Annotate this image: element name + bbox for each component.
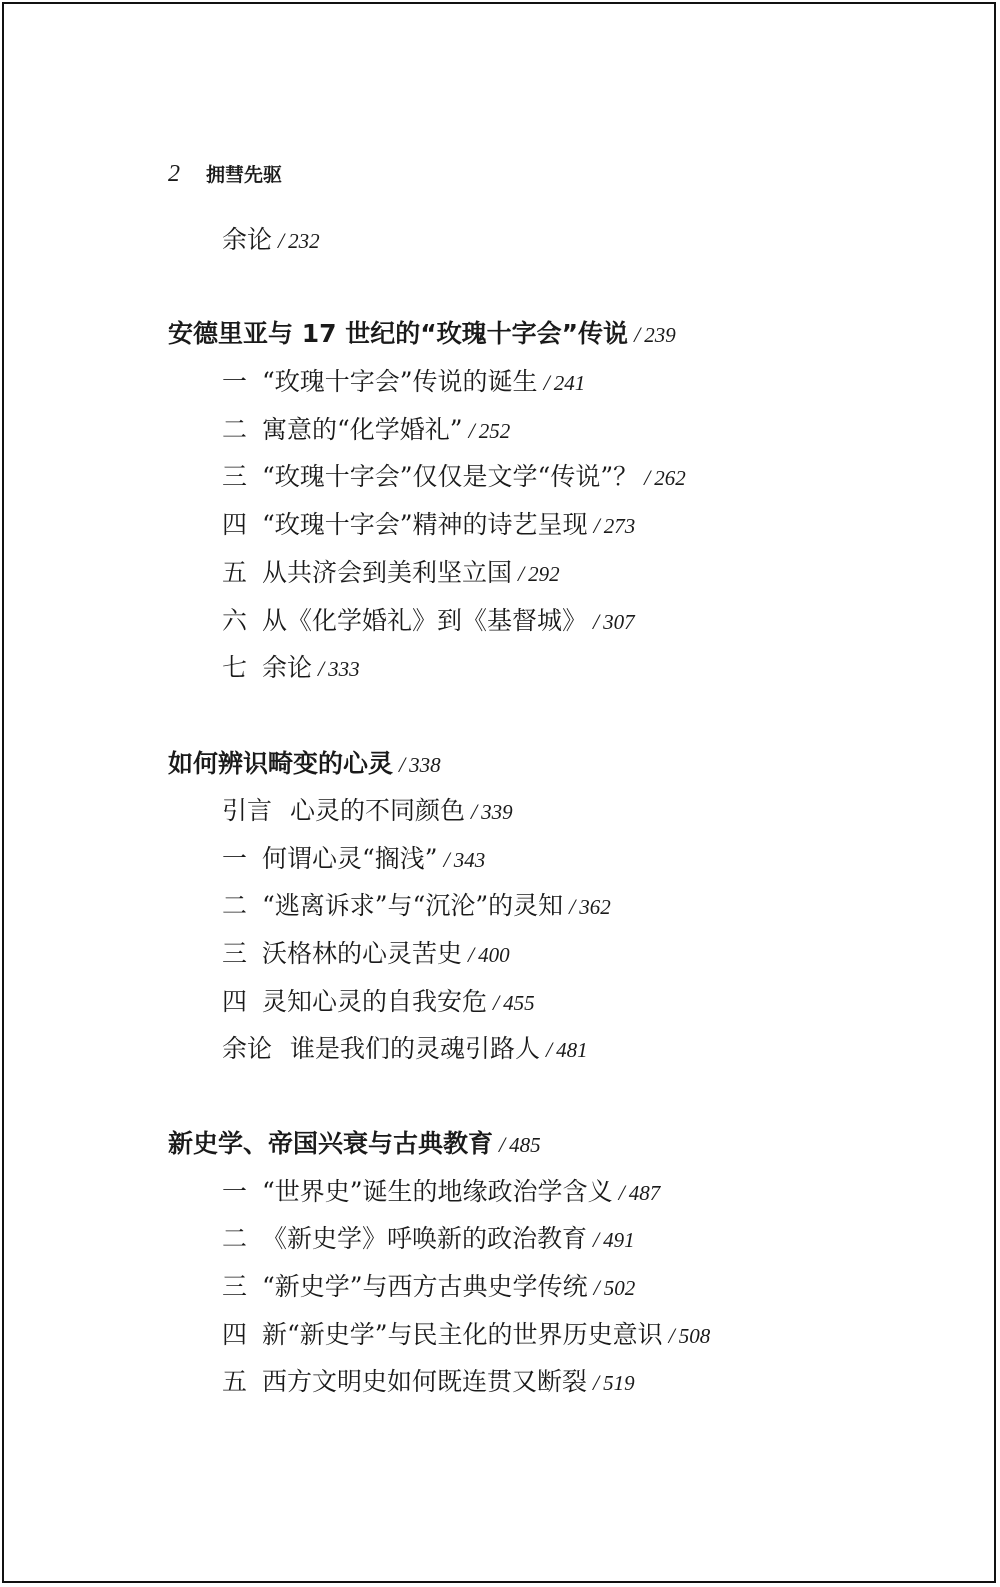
page-separator: / xyxy=(569,894,576,919)
entry-page-number: 362 xyxy=(579,895,611,919)
entry-title: “玫瑰十字会”传说的诞生 xyxy=(262,367,538,396)
entry-title: 沃格林的心灵苦史 xyxy=(262,939,463,968)
entry-page-number: 292 xyxy=(528,562,560,586)
toc-entry[interactable] xyxy=(222,366,585,399)
toc-entry[interactable] xyxy=(222,986,535,1019)
toc-entry[interactable] xyxy=(222,890,611,923)
chapter-title: 新史学、帝国兴衰与古典教育 xyxy=(168,1129,494,1158)
running-head xyxy=(168,160,282,190)
page-separator: / xyxy=(399,752,406,777)
entry-page-number: 241 xyxy=(553,371,586,395)
chapter-page-number: 239 xyxy=(644,323,676,347)
entry-page-number: 262 xyxy=(654,466,686,490)
entry-title: 灵知心灵的自我安危 xyxy=(262,987,488,1016)
entry-title: 余论 xyxy=(262,653,313,682)
page-separator: / xyxy=(593,1275,600,1300)
toc-chapter-heading[interactable] xyxy=(168,748,441,781)
toc-entry[interactable] xyxy=(222,652,360,685)
entry-number: 一 xyxy=(222,1177,248,1206)
entry-page-number: 400 xyxy=(478,943,510,967)
entry-page-number: 487 xyxy=(628,1181,661,1205)
page-separator: / xyxy=(593,609,600,634)
entry-number: 五 xyxy=(222,1367,248,1396)
entry-page-number: 339 xyxy=(481,800,513,824)
page-separator: / xyxy=(543,370,550,395)
entry-page-number: 343 xyxy=(453,848,486,872)
toc-entry[interactable] xyxy=(222,843,485,876)
entry-title: 新“新史学”与民主化的世界历史意识 xyxy=(262,1320,663,1349)
toc-chapter-heading[interactable] xyxy=(168,1128,541,1161)
entry-title: “玫瑰十字会”精神的诗艺呈现 xyxy=(262,510,588,539)
chapter-page-number: 485 xyxy=(509,1133,541,1157)
entry-page-number: 508 xyxy=(678,1324,711,1348)
toc-chapter-heading[interactable] xyxy=(168,318,676,351)
page-separator: / xyxy=(618,1180,625,1205)
page-separator: / xyxy=(499,1132,506,1157)
toc-entry[interactable] xyxy=(222,1271,635,1304)
entry-page-number: 333 xyxy=(328,657,360,681)
toc-entry[interactable] xyxy=(222,1319,710,1352)
entry-title: 从《化学婚礼》到《基督城》 xyxy=(262,606,588,635)
entry-number: 三 xyxy=(222,1272,248,1301)
entry-page-number: 232 xyxy=(288,229,320,253)
entry-title: 从共济会到美利坚立国 xyxy=(262,558,513,587)
entry-number: 七 xyxy=(222,653,248,682)
toc-entry[interactable] xyxy=(222,1176,660,1209)
page-separator: / xyxy=(318,656,325,681)
toc-entry[interactable] xyxy=(222,557,560,590)
entry-page-number: 252 xyxy=(478,419,511,443)
page-separator: / xyxy=(593,513,600,538)
entry-title: 《新史学》呼唤新的政治教育 xyxy=(262,1224,588,1253)
entry-number: 五 xyxy=(222,558,248,587)
page-separator: / xyxy=(471,799,478,824)
chapter-title: 如何辨识畸变的心灵 xyxy=(168,749,394,778)
entry-page-number: 491 xyxy=(603,1228,635,1252)
toc-entry[interactable] xyxy=(222,461,686,494)
entry-page-number: 481 xyxy=(556,1038,588,1062)
entry-title: 心灵的不同颜色 xyxy=(290,796,466,825)
toc-entry[interactable] xyxy=(222,414,510,447)
toc-entry[interactable] xyxy=(222,1223,635,1256)
toc-entry[interactable] xyxy=(222,938,510,971)
entry-number: 二 xyxy=(222,1224,248,1253)
page-separator: / xyxy=(546,1037,553,1062)
entry-number: 二 xyxy=(222,891,248,920)
page-separator: / xyxy=(468,942,475,967)
entry-page-number: 455 xyxy=(503,991,535,1015)
entry-title: “逃离诉求”与“沉沦”的灵知 xyxy=(262,891,564,920)
toc-entry[interactable] xyxy=(222,1366,635,1399)
toc-entry[interactable] xyxy=(222,605,635,638)
entry-title: “世界史”诞生的地缘政治学含义 xyxy=(262,1177,613,1206)
entry-page-number: 307 xyxy=(603,610,635,634)
entry-title: 谁是我们的灵魂引路人 xyxy=(290,1034,541,1063)
page-separator: / xyxy=(493,990,500,1015)
entry-title: 何谓心灵“搁浅” xyxy=(262,844,438,873)
page-number: 2 xyxy=(168,161,180,187)
entry-number: 四 xyxy=(222,510,248,539)
entry-title: 余论 xyxy=(222,225,273,254)
entry-number: 余论 xyxy=(222,1034,273,1063)
entry-title: “新史学”与西方古典史学传统 xyxy=(262,1272,588,1301)
entry-number: 三 xyxy=(222,939,248,968)
page-separator: / xyxy=(634,322,641,347)
page-separator: / xyxy=(443,847,450,872)
entry-title: “玫瑰十字会”仅仅是文学“传说”？ xyxy=(262,462,639,491)
entry-number: 六 xyxy=(222,606,248,635)
page-separator: / xyxy=(668,1323,675,1348)
chapter-title: 安德里亚与 17 世纪的“玫瑰十字会”传说 xyxy=(168,319,629,348)
entry-page-number: 502 xyxy=(603,1276,636,1300)
toc-entry[interactable] xyxy=(222,1033,588,1066)
page-separator: / xyxy=(593,1370,600,1395)
page-separator: / xyxy=(468,418,475,443)
chapter-page-number: 338 xyxy=(409,753,441,777)
entry-title: 西方文明史如何既连贯又断裂 xyxy=(262,1367,588,1396)
toc-entry[interactable] xyxy=(222,224,320,257)
page-separator: / xyxy=(593,1227,600,1252)
entry-number: 二 xyxy=(222,415,248,444)
page-separator: / xyxy=(518,561,525,586)
toc-entry[interactable] xyxy=(222,509,635,542)
running-title: 拥彗先驱 xyxy=(206,164,283,186)
entry-number: 一 xyxy=(222,367,248,396)
entry-number: 三 xyxy=(222,462,248,491)
toc-entry[interactable] xyxy=(222,795,513,828)
page-separator: / xyxy=(644,465,651,490)
page-separator: / xyxy=(278,228,285,253)
entry-number: 引言 xyxy=(222,796,273,825)
entry-number: 四 xyxy=(222,1320,248,1349)
entry-number: 一 xyxy=(222,844,248,873)
entry-title: 寓意的“化学婚礼” xyxy=(262,415,463,444)
entry-number: 四 xyxy=(222,987,248,1016)
entry-page-number: 273 xyxy=(603,514,636,538)
entry-page-number: 519 xyxy=(603,1371,635,1395)
